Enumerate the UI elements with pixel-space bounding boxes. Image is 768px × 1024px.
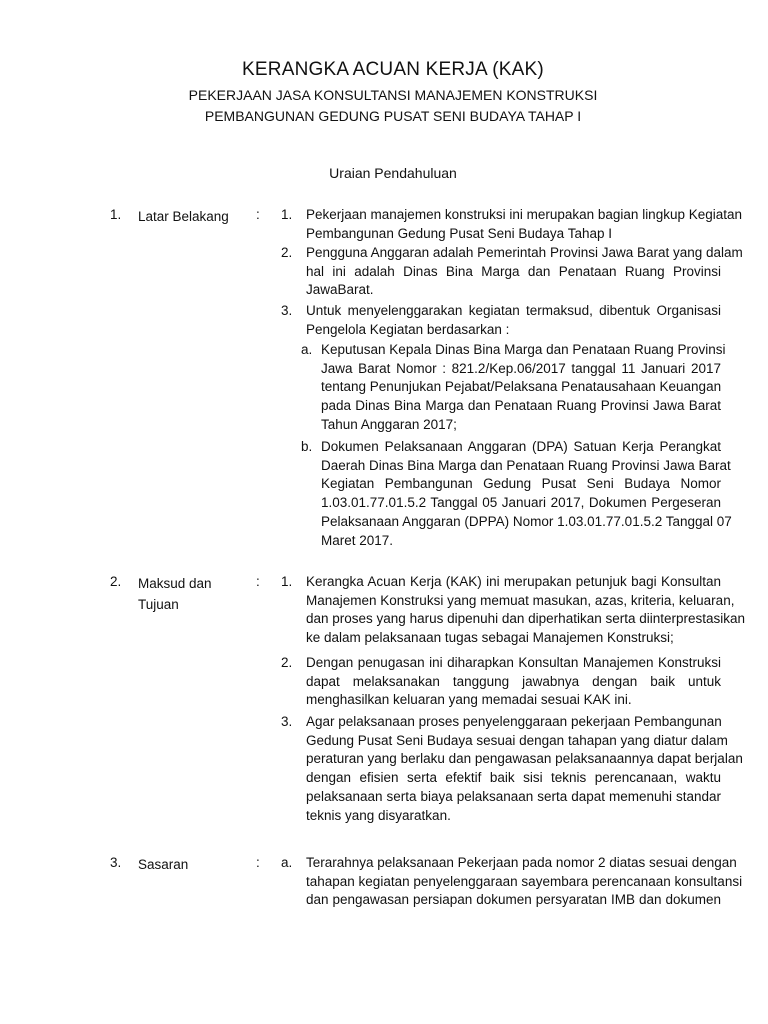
text-line: Gedung Pusat Seni Budaya sesuai dengan tahapan yang diatur dalam [306,732,728,748]
section-number: 1. [110,207,122,222]
section-number: 2. [110,574,122,589]
text-line: Manajemen Konstruksi yang memuat masukan, azas, kriteria, keluaran, [306,592,735,608]
section-colon: : [256,574,260,589]
item-marker: 3. [281,303,293,318]
section-label: Maksud dan Tujuan [138,576,212,612]
text-line: ke dalam pelaksanaan tugas sebagai Manajemen Konstruksi; [306,630,674,646]
text-line: teknis yang disyaratkan. [306,807,451,823]
text-line: dan proses yang harus dipenuhi dan diperhatikan serta diinterprestasikan [306,611,746,627]
text-line: Pelaksanaan Anggaran (DPPA) Nomor 1.03.01.77.01.5.2 Tanggal 07 [321,513,732,529]
item-marker: 2. [281,655,293,670]
document-subtitle-1: PEKERJAAN JASA KONSULTANSI MANAJEMEN KONSTRUKSI [188,87,598,103]
list-item [306,713,743,825]
text-line: Tahun Anggaran 2017; [321,416,457,432]
text-line: pada Dinas Bina Marga dan Penataan Ruang Provinsi Jawa Barat [321,398,721,414]
list-item [306,206,743,243]
text-line: Daerah Dinas Bina Marga dan Penataan Ruang Provinsi Jawa Barat [321,457,731,473]
text-line: Jawa Barat Nomor : 821.2/Kep.06/2017 tanggal 11 Januari 2017 [321,360,721,376]
section-label: Sasaran [138,857,189,872]
text-line: Keputusan Kepala Dinas Bina Marga dan Penataan Ruang Provinsi [321,342,726,357]
list-item [306,573,746,648]
document-subtitle-2: PEMBANGUNAN GEDUNG PUSAT SENI BUDAYA TAHAP I [204,108,582,124]
item-marker: 2. [281,245,293,260]
text-line: Kerangka Acuan Kerja (KAK) ini merupakan petunjuk bagi Konsultan [306,574,721,589]
list-item [306,244,743,300]
item-marker: 1. [281,207,293,222]
section-colon: : [256,855,260,870]
text-line: 1.03.01.77.01.5.2 Tanggal 05 Januari 2017, Dokumen Pergeseran [321,495,721,511]
text-line: Kegiatan Pembangunan Gedung Pusat Seni Budaya Nomor [321,476,721,492]
section-colon: : [256,207,260,222]
item-marker: a. [281,855,293,870]
document-title: KERANGKA ACUAN KERJA (KAK) [242,59,544,80]
item-marker: b. [301,439,313,454]
list-item [321,438,732,550]
item-marker: a. [301,342,313,357]
text-line: tahapan kegiatan penyelenggaraan sayembara perencanaan konsultansi [306,873,743,889]
text-line: Agar pelaksanaan proses penyelenggaraan pekerjaan Pembangunan [306,714,722,729]
text-line: pelaksanaan serta biaya pelaksanaan serta dapat memenuhi standar [306,788,721,804]
text-line: hal ini adalah Dinas Bina Marga dan Penataan Ruang Provinsi [306,263,721,279]
text-line: Pekerjaan manajemen konstruksi ini merupakan bagian lingkup Kegiatan [306,207,743,222]
text-line: Dokumen Pelaksanaan Anggaran (DPA) Satuan Kerja Perangkat [321,439,721,454]
text-line: JawaBarat. [306,282,374,298]
text-line: Maret 2017. [321,532,394,548]
text-line: peraturan yang berlaku dan pengawasan pelaksanaannya dapat berjalan [306,751,743,767]
list-item [306,302,721,339]
item-marker: 1. [281,574,293,589]
text-line: Dengan penugasan ini diharapkan Konsultan Manajemen Konstruksi [306,655,721,670]
text-line: Pengguna Anggaran adalah Pemerintah Provinsi Jawa Barat yang dalam [306,245,743,260]
text-line: menghasilkan keluaran yang memadai sesuai KAK ini. [306,692,632,708]
item-marker: 3. [281,714,293,729]
text-line: Untuk menyelenggarakan kegiatan termaksud, dibentuk Organisasi [306,303,721,318]
section-label: Latar Belakang [138,209,229,224]
text-line: dan pengawasan persiapan dokumen persyaratan IMB dan dokumen [306,892,721,908]
text-line: Pengelola Kegiatan berdasarkan : [306,321,510,337]
text-line: tentang Penunjukan Pejabat/Pelaksana Penatausahaan Keuangan [321,379,722,395]
list-item [306,654,721,710]
text-line: dapat melaksanakan tanggung jawabnya dengan baik untuk [306,673,721,689]
list-item [321,341,726,435]
text-line: Pembangunan Gedung Pusat Seni Budaya Tahap I [306,225,612,241]
section-number: 3. [110,855,122,870]
text-line: Terarahnya pelaksanaan Pekerjaan pada nomor 2 diatas sesuai dengan [306,855,737,870]
section-heading: Uraian Pendahuluan [329,165,457,181]
text-line: dengan efisien serta efektif baik sisi teknis perencanaan, waktu [306,770,721,786]
list-item [306,854,743,910]
